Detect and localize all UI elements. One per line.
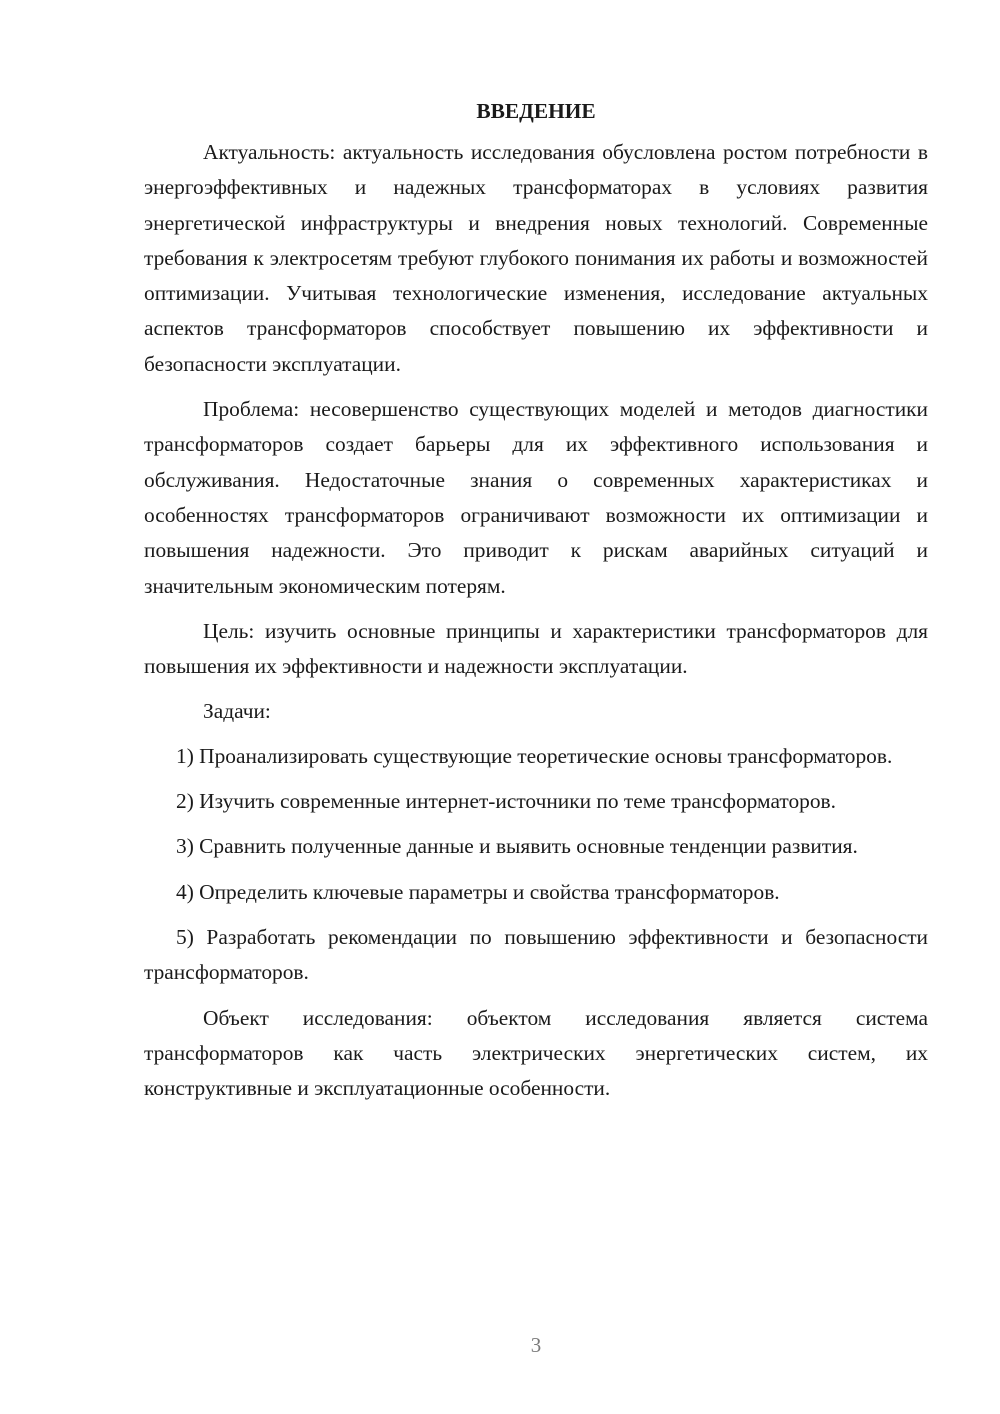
paragraph-goal: Цель: изучить основные принципы и характеристики трансформаторов для повышения их эффективности и надежности эксплуатации.	[144, 618, 928, 679]
task-item-2: 2) Изучить современные интернет-источники по теме трансформаторов.	[176, 789, 836, 814]
paragraph-object: Объект исследования: объектом исследования является система трансформаторов как часть электрических энергетических систем, их конструктивные и эксплуатационные особенности.	[144, 1005, 928, 1101]
tasks-heading: Задачи:	[203, 699, 271, 724]
task-item-3: 3) Сравнить полученные данные и выявить основные тенденции развития.	[176, 834, 858, 859]
paragraph-relevance: Актуальность: актуальность исследования обусловлена ростом потребности в энергоэффективных и надежных трансформаторах в условиях развития энергетической инфраструктуры и внедрения новых технологий. Современные требования к электросетям требуют глубокого понимания их работы и возможностей оптимизации. Учитывая технологические изменения, исследование актуальных аспектов трансформаторов способствует повышению их эффективности и безопасности эксплуатации.	[144, 140, 928, 376]
paragraph-problem: Проблема: несовершенство существующих моделей и методов диагностики трансформаторов создает барьеры для их эффективного использования и обслуживания. Недостаточные знания о современных характеристиках и особенностях трансформаторов ограничивают возможности их оптимизации и повышения надежности. Это приводит к рискам аварийных ситуаций и значительным экономическим потерям.	[144, 397, 928, 598]
page-number: 3	[530, 1333, 542, 1357]
task-item-5: 5) Разработать рекомендации по повышению эффективности и безопасности трансформаторов.	[144, 924, 928, 985]
task-item-1: 1) Проанализировать существующие теоретические основы трансформаторов.	[176, 743, 893, 768]
section-title: ВВЕДЕНИЕ	[476, 99, 596, 123]
page-content	[144, 94, 928, 1116]
task-item-4: 4) Определить ключевые параметры и свойства трансформаторов.	[176, 879, 780, 904]
